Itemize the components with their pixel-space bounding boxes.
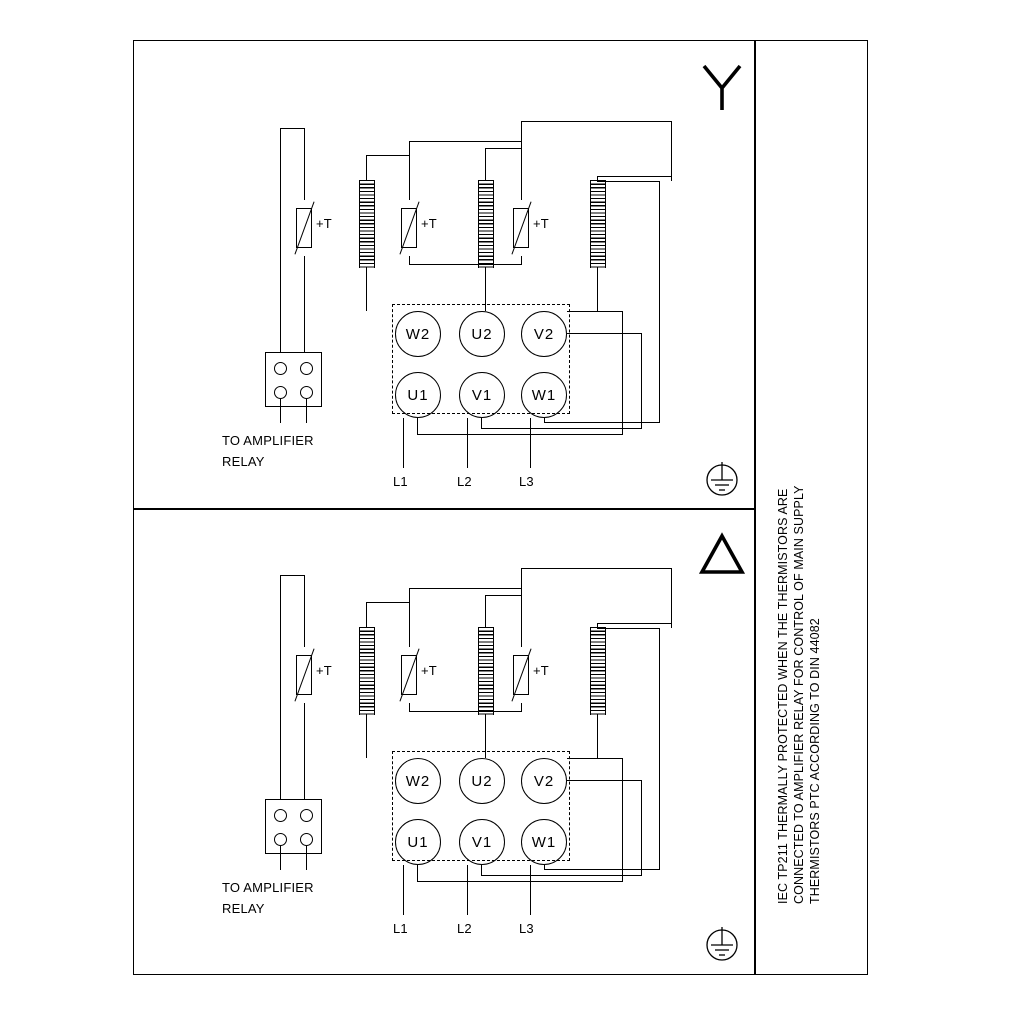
delta-triangle-symbol: [698, 532, 746, 576]
earth-symbol: [700, 458, 744, 502]
wiring-return: [481, 428, 641, 429]
thermistor-chain-link: [280, 575, 305, 576]
panel-divider: [133, 508, 755, 510]
terminal-W1[interactable]: W1: [521, 819, 567, 865]
wiring-return: [567, 758, 623, 759]
thermistor-chain-link: [597, 176, 672, 177]
thermistor-2-lead-bottom: [409, 256, 410, 264]
thermistor-2-label: +T: [421, 216, 437, 231]
connector-lead: [280, 846, 281, 870]
wiring-return: [567, 311, 623, 312]
thermistor-chain-link: [485, 595, 522, 596]
phase-label-L3: L3: [519, 474, 534, 489]
wiring-return: [417, 865, 418, 881]
thermistor-1-lead-top: [304, 575, 305, 647]
wiring-return: [544, 869, 659, 870]
thermistor-chain-link: [597, 623, 672, 624]
wiring-return: [641, 780, 642, 876]
winding-coil-3: [590, 180, 606, 268]
terminal-W1[interactable]: W1: [521, 372, 567, 418]
coil-lead: [485, 595, 486, 628]
thermistor-chain-link: [409, 588, 522, 589]
thermistor-chain-link: [521, 121, 671, 122]
phase-label-L1: L1: [393, 921, 408, 936]
phase-lead-L2: [467, 865, 468, 915]
thermistor-3-label: +T: [533, 663, 549, 678]
wiring-return: [481, 875, 641, 876]
earth-symbol: [700, 923, 744, 967]
connector-pin: [274, 386, 287, 399]
winding-coil-3: [590, 627, 606, 715]
wiring-return: [544, 422, 659, 423]
amplifier-label-line1: TO AMPLIFIER: [222, 880, 314, 895]
phase-label-L2: L2: [457, 474, 472, 489]
thermistor-chain-link: [280, 575, 281, 803]
connector-pin: [300, 809, 313, 822]
thermistor-chain-link: [409, 711, 522, 712]
note-line-1: IEC TP211 THERMALLY PROTECTED WHEN THE THERMISTORS ARE: [776, 488, 790, 904]
connector-pin: [274, 362, 287, 375]
connector-lead: [306, 399, 307, 423]
wiring-return: [659, 181, 660, 423]
wiring-return: [659, 628, 660, 870]
thermistor-1-lead-bottom: [304, 703, 305, 803]
connector-lead: [280, 399, 281, 423]
wiring-return: [622, 311, 623, 435]
terminal-W2[interactable]: W2: [395, 758, 441, 804]
winding-coil-1: [359, 627, 375, 715]
winding-coil-2: [478, 627, 494, 715]
connector-pin: [300, 386, 313, 399]
winding-coil-1: [359, 180, 375, 268]
thermistor-2-lead-top: [409, 588, 410, 647]
phase-lead-L2: [467, 418, 468, 468]
wiring-return: [567, 333, 642, 334]
connector-pin: [300, 362, 313, 375]
terminal-U2[interactable]: U2: [459, 758, 505, 804]
phase-label-L2: L2: [457, 921, 472, 936]
thermistor-chain-link: [521, 568, 671, 569]
thermistor-3-lead-bottom: [521, 703, 522, 711]
wiring-return: [597, 181, 660, 182]
thermistor-2-lead-bottom: [409, 703, 410, 711]
wiring-return: [622, 758, 623, 882]
thermistor-2-label: +T: [421, 663, 437, 678]
thermistor-chain-link: [671, 121, 672, 181]
thermistor-chain-link: [409, 264, 522, 265]
coil-lead: [366, 155, 367, 181]
terminal-W2[interactable]: W2: [395, 311, 441, 357]
coil-lead: [485, 148, 486, 181]
wiring-return: [597, 628, 660, 629]
thermistor-3-lead-top: [521, 121, 522, 200]
amplifier-label-line2: RELAY: [222, 454, 265, 469]
connector-pin: [274, 809, 287, 822]
wiring-return: [641, 333, 642, 429]
thermistor-2-lead-top: [409, 141, 410, 200]
phase-lead-L3: [530, 865, 531, 915]
thermistor-3-lead-bottom: [521, 256, 522, 264]
thermistor-chain-link: [366, 155, 410, 156]
phase-label-L3: L3: [519, 921, 534, 936]
connector-pin: [300, 833, 313, 846]
amplifier-label-line2: RELAY: [222, 901, 265, 916]
coil-lead: [597, 267, 598, 311]
terminal-V1[interactable]: V1: [459, 372, 505, 418]
wiring-return: [481, 418, 482, 428]
thermistor-3-label: +T: [533, 216, 549, 231]
wiring-return: [417, 434, 622, 435]
terminal-U2[interactable]: U2: [459, 311, 505, 357]
amplifier-connector-box[interactable]: [265, 352, 322, 407]
thermistor-chain-link: [280, 128, 305, 129]
thermistor-1-label: +T: [316, 663, 332, 678]
terminal-U1[interactable]: U1: [395, 372, 441, 418]
thermistor-chain-link: [671, 568, 672, 628]
thermistor-1-lead-top: [304, 128, 305, 200]
thermistor-chain-link: [485, 148, 522, 149]
coil-lead: [366, 602, 367, 628]
wiring-return: [417, 881, 622, 882]
thermistor-chain-link: [280, 128, 281, 356]
coil-lead: [597, 714, 598, 758]
wye-star-symbol: [700, 62, 744, 112]
wiring-return: [417, 418, 418, 434]
terminal-U1[interactable]: U1: [395, 819, 441, 865]
connector-lead: [306, 846, 307, 870]
amplifier-connector-box[interactable]: [265, 799, 322, 854]
terminal-V2[interactable]: V2: [521, 311, 567, 357]
thermistor-1-label: +T: [316, 216, 332, 231]
phase-lead-L1: [403, 418, 404, 468]
thermistor-chain-link: [409, 141, 522, 142]
coil-lead: [366, 714, 367, 758]
thermistor-3-lead-top: [521, 568, 522, 647]
note-line-2: CONNECTED TO AMPLIFIER RELAY FOR CONTROL OF MAIN SUPPLY: [792, 485, 806, 904]
note-line-3: THERMISTORS PTC ACCORDING TO DIN 44082: [808, 618, 822, 904]
terminal-V1[interactable]: V1: [459, 819, 505, 865]
amplifier-label-line1: TO AMPLIFIER: [222, 433, 314, 448]
thermistor-chain-link: [366, 602, 410, 603]
phase-lead-L3: [530, 418, 531, 468]
phase-label-L1: L1: [393, 474, 408, 489]
connector-pin: [274, 833, 287, 846]
terminal-V2[interactable]: V2: [521, 758, 567, 804]
wiring-return: [481, 865, 482, 875]
wiring-return: [567, 780, 642, 781]
phase-lead-L1: [403, 865, 404, 915]
coil-lead: [366, 267, 367, 311]
thermistor-1-lead-bottom: [304, 256, 305, 356]
winding-coil-2: [478, 180, 494, 268]
